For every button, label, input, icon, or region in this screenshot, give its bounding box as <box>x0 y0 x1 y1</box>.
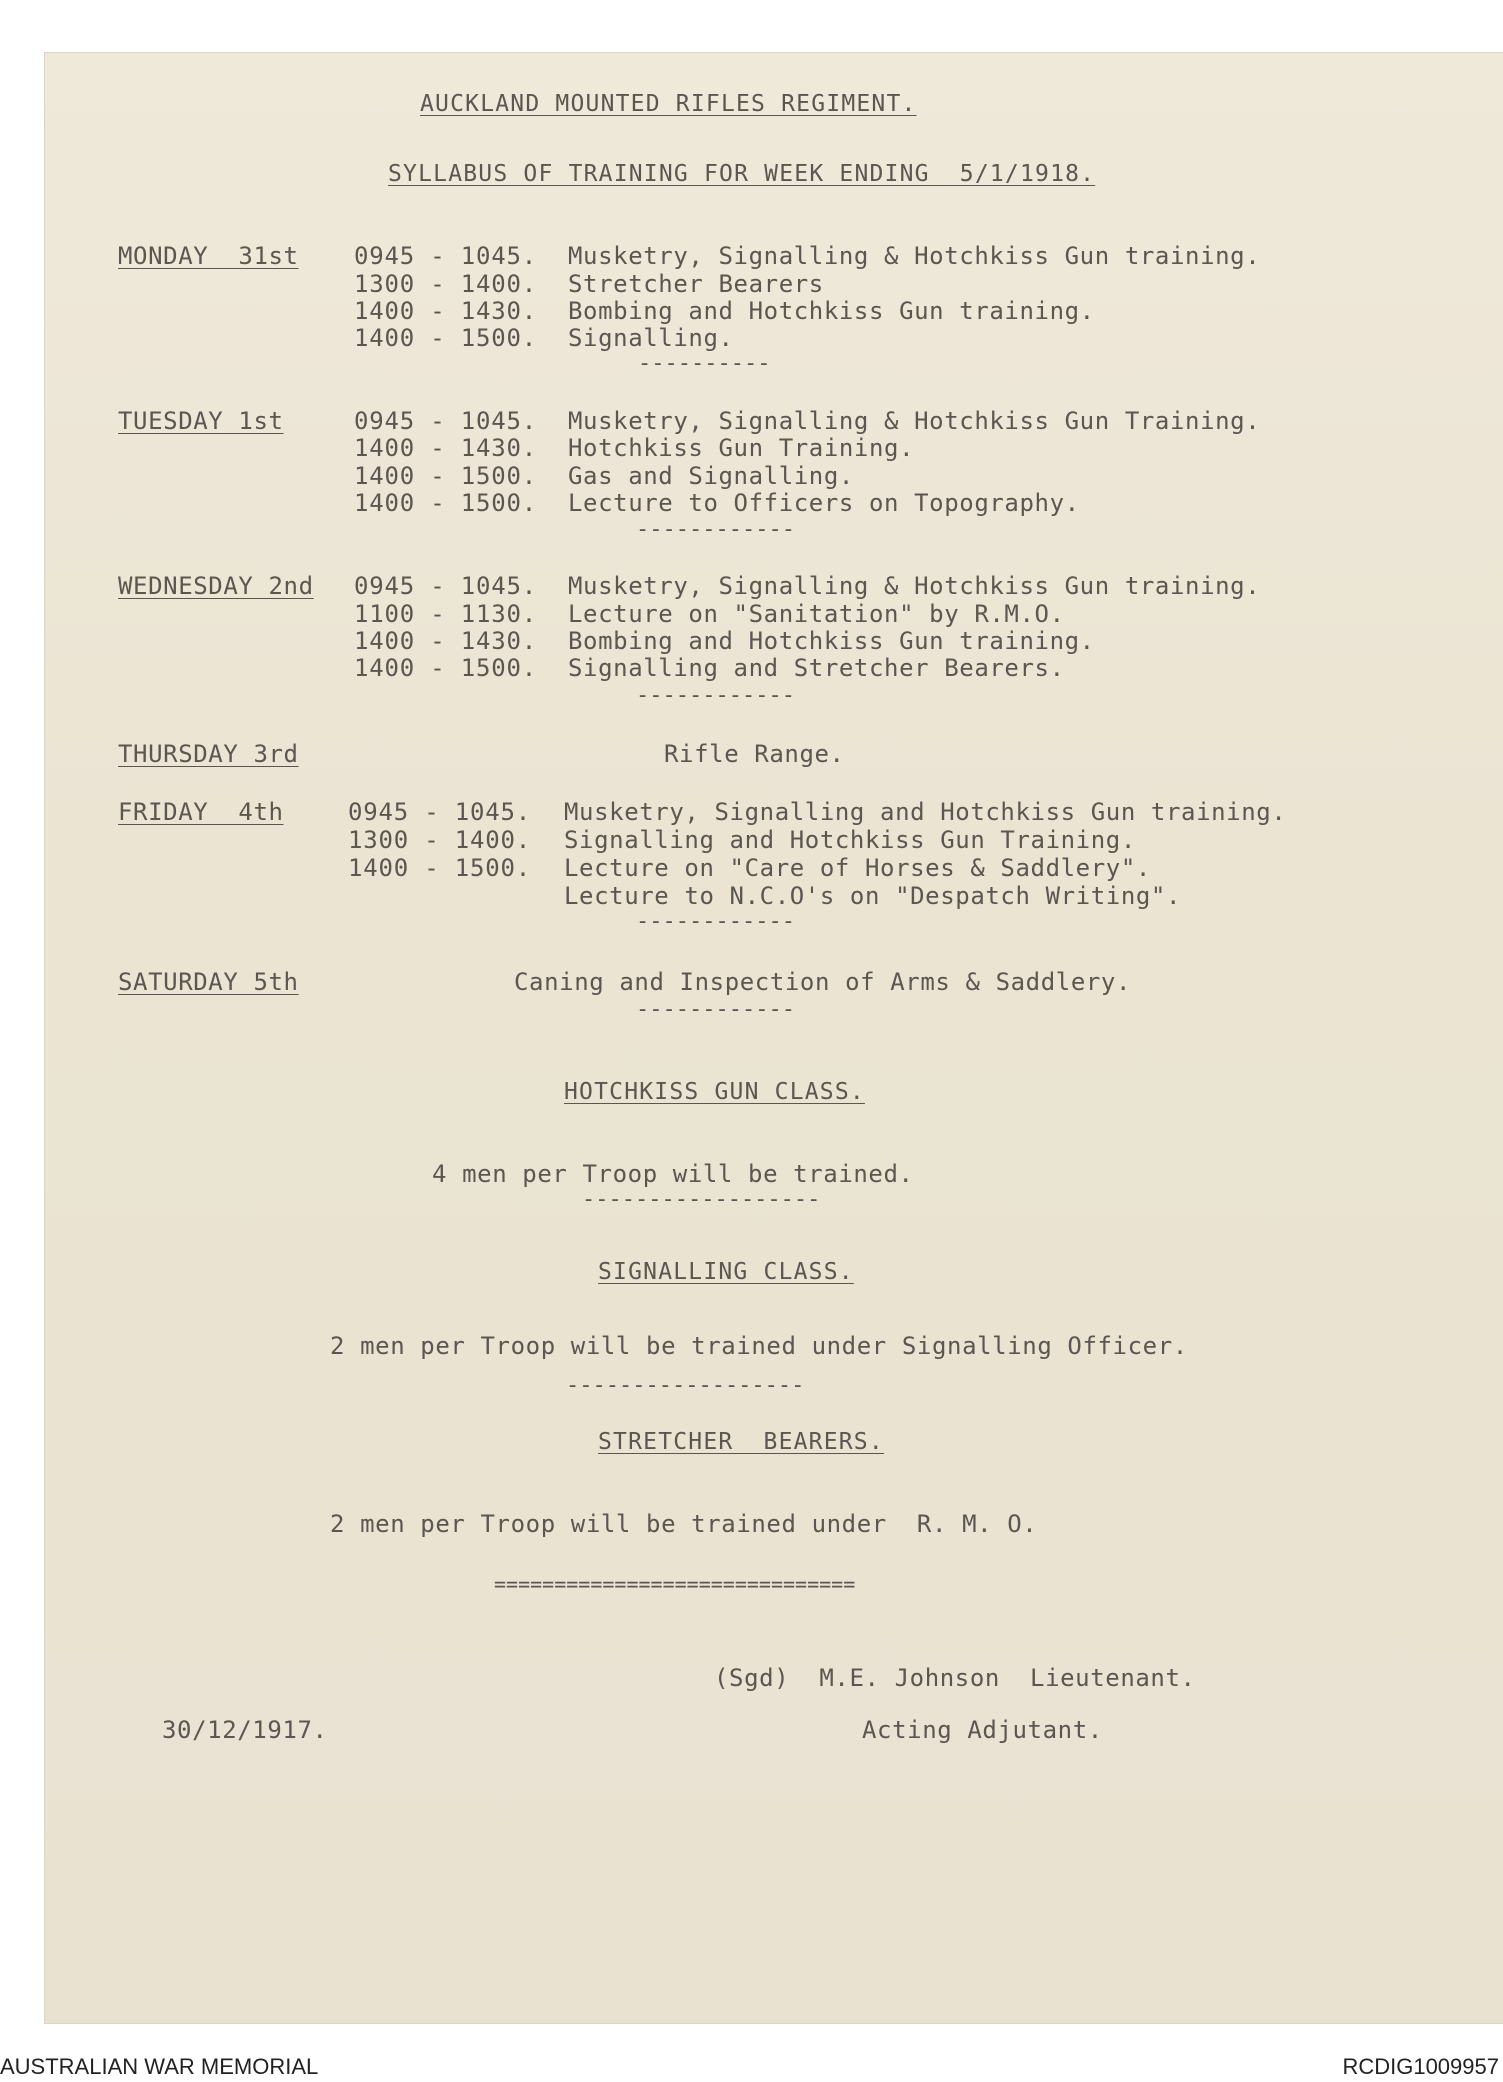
entry-time: 1400 - 1500. <box>354 462 537 490</box>
document-date: 30/12/1917. <box>162 1716 328 1744</box>
entry-time: 1300 - 1400. <box>354 270 537 298</box>
entry-time: 0945 - 1045. <box>354 572 537 600</box>
entry-activity: Gas and Signalling. <box>568 462 854 490</box>
archive-caption-left: AUSTRALIAN WAR MEMORIAL <box>0 2054 319 2079</box>
entry-activity: Lecture to Officers on Topography. <box>568 489 1080 517</box>
class-heading-stretcher: STRETCHER BEARERS. <box>598 1429 884 1455</box>
separator: ---------- <box>638 351 771 376</box>
day-label-thursday: THURSDAY 3rd <box>118 740 299 768</box>
separator-double: ============================== <box>494 1572 856 1596</box>
entry-time: 1400 - 1430. <box>354 297 537 325</box>
entry-activity: Lecture on "Care of Horses & Saddlery". <box>564 854 1151 882</box>
entry-activity: Musketry, Signalling & Hotchkiss Gun training. <box>568 242 1261 270</box>
archive-caption-right: RCDIG1009957 <box>1342 2054 1499 2079</box>
separator: ------------ <box>636 683 795 708</box>
entry-time: 1300 - 1400. <box>348 826 531 854</box>
separator: ------------------ <box>582 1187 821 1212</box>
entry-activity: Signalling. <box>568 324 734 352</box>
entry-time: 0945 - 1045. <box>354 407 537 435</box>
entry-time: 1400 - 1500. <box>354 324 537 352</box>
document-subtitle: SYLLABUS OF TRAINING FOR WEEK ENDING 5/1/1918. <box>388 161 1096 187</box>
entry-activity: Musketry, Signalling & Hotchkiss Gun training. <box>568 572 1261 600</box>
day-label-monday: MONDAY 31st <box>118 242 299 270</box>
entry-time: 1400 - 1500. <box>348 854 531 882</box>
signature-role: Acting Adjutant. <box>862 1716 1103 1744</box>
entry-activity: Bombing and Hotchkiss Gun training. <box>568 627 1095 655</box>
day-note-saturday: Caning and Inspection of Arms & Saddlery. <box>514 968 1132 996</box>
day-label-friday: FRIDAY 4th <box>118 798 284 826</box>
class-heading-hotchkiss: HOTCHKISS GUN CLASS. <box>564 1079 865 1105</box>
entry-activity: Musketry, Signalling and Hotchkiss Gun training. <box>564 798 1287 826</box>
class-text-stretcher: 2 men per Troop will be trained under R. M. O. <box>330 1510 1038 1538</box>
entry-activity: Bombing and Hotchkiss Gun training. <box>568 297 1095 325</box>
entry-time: 1100 - 1130. <box>354 600 537 628</box>
day-label-wednesday: WEDNESDAY 2nd <box>118 572 314 600</box>
entry-activity: Lecture to N.C.O's on "Despatch Writing". <box>564 882 1182 910</box>
entry-activity: Signalling and Stretcher Bearers. <box>568 654 1065 682</box>
entry-activity: Stretcher Bearers <box>568 270 824 298</box>
entry-time: 1400 - 1500. <box>354 489 537 517</box>
day-note-thursday: Rifle Range. <box>664 740 845 768</box>
entry-time: 0945 - 1045. <box>348 798 531 826</box>
separator: ------------ <box>636 997 795 1022</box>
class-heading-signalling: SIGNALLING CLASS. <box>598 1259 854 1285</box>
separator: ------------------ <box>566 1373 805 1398</box>
entry-time: 1400 - 1430. <box>354 434 537 462</box>
entry-activity: Signalling and Hotchkiss Gun Training. <box>564 826 1136 854</box>
entry-activity: Hotchkiss Gun Training. <box>568 434 915 462</box>
day-label-tuesday: TUESDAY 1st <box>118 407 284 435</box>
signature-line: (Sgd) M.E. Johnson Lieutenant. <box>714 1664 1196 1692</box>
separator: ------------ <box>636 909 795 934</box>
class-text-hotchkiss: 4 men per Troop will be trained. <box>432 1160 914 1188</box>
entry-time: 1400 - 1430. <box>354 627 537 655</box>
class-text-signalling: 2 men per Troop will be trained under Signalling Officer. <box>330 1332 1188 1360</box>
separator: ------------ <box>636 517 795 542</box>
entry-activity: Lecture on "Sanitation" by R.M.O. <box>568 600 1065 628</box>
entry-time: 0945 - 1045. <box>354 242 537 270</box>
entry-activity: Musketry, Signalling & Hotchkiss Gun Training. <box>568 407 1261 435</box>
document-title: AUCKLAND MOUNTED RIFLES REGIMENT. <box>420 91 917 117</box>
day-label-saturday: SATURDAY 5th <box>118 968 299 996</box>
entry-time: 1400 - 1500. <box>354 654 537 682</box>
